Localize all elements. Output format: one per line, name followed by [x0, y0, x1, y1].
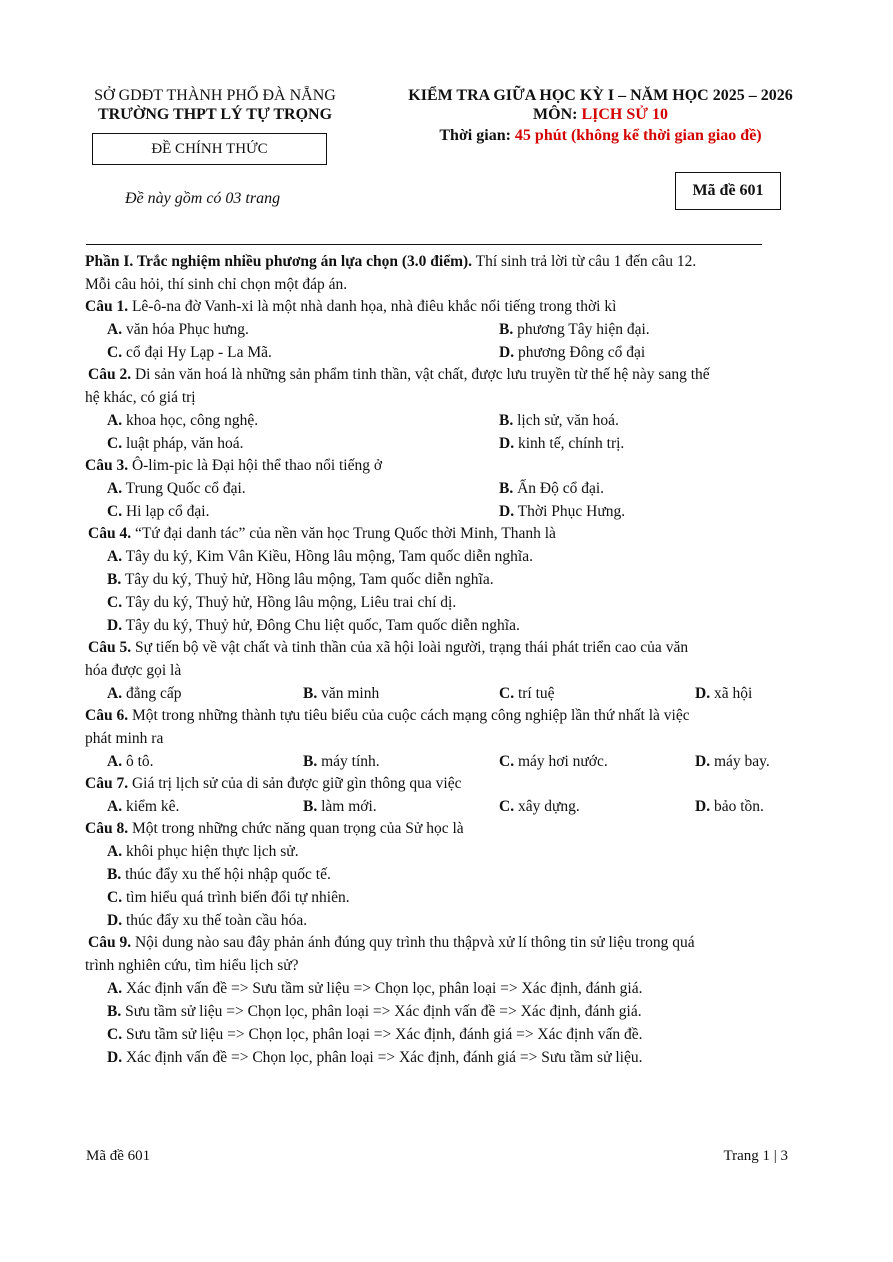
- option-b: B. Ấn Độ cổ đại.: [499, 480, 605, 497]
- part1-heading: [85, 253, 696, 271]
- option-c: C. tìm hiểu quá trình biến đổi tự nhiên.: [107, 889, 350, 906]
- question-label: Câu 4.: [88, 525, 132, 542]
- question-text-cont: hóa được gọi là: [85, 662, 182, 679]
- question-label: Câu 3.: [85, 457, 129, 474]
- subject-label: MÔN:: [533, 106, 582, 123]
- question-text-cont: phát minh ra: [85, 730, 164, 747]
- question-4: [88, 525, 556, 543]
- option-d: D. kinh tế, chính trị.: [499, 435, 625, 452]
- question-7: [85, 775, 462, 793]
- option-b: B. Sưu tầm sử liệu => Chọn lọc, phân loại => Xác định vấn đề => Xác định, đánh giá.: [107, 1003, 642, 1020]
- footer-exam-code: Mã đề 601: [86, 1148, 151, 1164]
- option-d: D. phương Đông cổ đại: [499, 344, 646, 361]
- question-label: Câu 2.: [88, 366, 132, 383]
- header-divider: [86, 244, 762, 245]
- question-label: Câu 9.: [88, 934, 132, 951]
- question-label: Câu 8.: [85, 820, 129, 837]
- option-d: D. Tây du ký, Thuỷ hử, Đông Chu liệt quốc, Tam quốc diễn nghĩa.: [107, 617, 520, 634]
- question-text: Ô-lim-pic là Đại hội thể thao nổi tiếng ở: [128, 457, 383, 474]
- question-text: Một trong những chức năng quan trọng của Sử học là: [128, 820, 464, 837]
- option-b: B. Tây du ký, Thuỷ hử, Hồng lâu mộng, Tam quốc diễn nghĩa.: [107, 571, 494, 588]
- question-text: Giá trị lịch sử của di sản được giữ gìn thông qua việc: [128, 775, 462, 792]
- option-d: D. máy bay.: [695, 753, 770, 770]
- question-text: Sự tiến bộ về vật chất và tinh thần của xã hội loài người, trạng thái phát triển cao của văn: [131, 639, 689, 656]
- question-label: Câu 6.: [85, 707, 129, 724]
- option-a: A. Tây du ký, Kim Vân Kiều, Hồng lâu mộng, Tam quốc diễn nghĩa.: [107, 548, 533, 565]
- option-c: C. Sưu tầm sử liệu => Chọn lọc, phân loại => Xác định, đánh giá => Xác định vấn đề.: [107, 1026, 643, 1043]
- question-text-cont: hệ khác, có giá trị: [85, 389, 196, 406]
- option-c: C. luật pháp, văn hoá.: [107, 435, 244, 452]
- subject-value: LỊCH SỬ 10: [581, 106, 668, 123]
- question-label: Câu 5.: [88, 639, 132, 656]
- option-c: C. cổ đại Hy Lạp - La Mã.: [107, 344, 272, 361]
- question-text: Di sản văn hoá là những sản phẩm tinh thần, vật chất, được lưu truyền từ thế hệ này sang thế: [131, 366, 710, 383]
- option-a: A. khôi phục hiện thực lịch sử.: [107, 843, 299, 860]
- time-label: Thời gian:: [439, 127, 515, 144]
- question-9: [88, 934, 695, 952]
- question-text: Một trong những thành tựu tiêu biểu của cuộc cách mạng công nghiệp lần thứ nhất là việc: [128, 707, 690, 724]
- option-b: B. văn minh: [303, 685, 380, 702]
- question-text: “Tứ đại danh tác” của nền văn học Trung Quốc thời Minh, Thanh là: [131, 525, 556, 542]
- option-a: A. Xác định vấn đề => Sưu tầm sử liệu => Chọn lọc, phân loại => Xác định, đánh giá.: [107, 980, 643, 997]
- pages-note: Đề này gồm có 03 trang: [125, 190, 281, 207]
- footer-page-number: Trang 1 | 3: [723, 1148, 788, 1164]
- option-c: C. trí tuệ: [499, 685, 555, 702]
- option-d: D. xã hội: [695, 685, 753, 702]
- option-c: C. Hi lạp cổ đại.: [107, 503, 210, 520]
- question-text: Nội dung nào sau đây phản ánh đúng quy trình thu thậpvà xử lí thông tin sử liệu trong quá: [131, 934, 695, 951]
- option-d: D. Xác định vấn đề => Chọn lọc, phân loại => Xác định, đánh giá => Sưu tầm sử liệu.: [107, 1049, 643, 1066]
- time-value: 45 phút (không kể thời gian giao đề): [514, 127, 762, 144]
- option-a: A. ô tô.: [107, 753, 154, 770]
- option-a: A. khoa học, công nghệ.: [107, 412, 259, 429]
- question-label: Câu 7.: [85, 775, 129, 792]
- exam-title: KIỂM TRA GIỮA HỌC KỲ I – NĂM HỌC 2025 – 2026: [408, 87, 793, 104]
- option-c: C. Tây du ký, Thuỷ hử, Hồng lâu mộng, Liêu trai chí dị.: [107, 594, 457, 611]
- option-b: B. thúc đẩy xu thế hội nhập quốc tế.: [107, 866, 331, 883]
- question-3: [85, 457, 382, 475]
- option-c: C. máy hơi nước.: [499, 753, 608, 770]
- option-c: C. xây dựng.: [499, 798, 580, 815]
- question-1: [85, 298, 616, 316]
- question-6: [85, 707, 690, 725]
- department-name: SỞ GDĐT THÀNH PHỐ ĐÀ NẴNG: [94, 87, 336, 104]
- option-d: D. Thời Phục Hưng.: [499, 503, 626, 520]
- official-exam-box: ĐỀ CHÍNH THỨC: [92, 133, 327, 165]
- question-text: Lê-ô-na đờ Vanh-xi là một nhà danh họa, nhà điêu khắc nổi tiếng trong thời kì: [128, 298, 617, 315]
- question-text-cont: trình nghiên cứu, tìm hiểu lịch sử?: [85, 957, 299, 974]
- option-a: A. đẳng cấp: [107, 685, 182, 702]
- option-a: A. văn hóa Phục hưng.: [107, 321, 249, 338]
- option-b: B. lịch sử, văn hoá.: [499, 412, 619, 429]
- question-label: Câu 1.: [85, 298, 129, 315]
- option-d: D. thúc đẩy xu thế toàn cầu hóa.: [107, 912, 308, 929]
- option-b: B. làm mới.: [303, 798, 377, 815]
- exam-code-box: Mã đề 601: [675, 172, 781, 210]
- option-a: A. Trung Quốc cổ đại.: [107, 480, 246, 497]
- option-a: A. kiểm kê.: [107, 798, 180, 815]
- option-b: B. máy tính.: [303, 753, 380, 770]
- subject-line: [378, 106, 823, 124]
- time-line: [378, 127, 823, 145]
- school-name: TRƯỜNG THPT LÝ TỰ TRỌNG: [97, 106, 333, 123]
- part1-title: Phần I. Trắc nghiệm nhiều phương án lựa chọn (3.0 điểm).: [85, 253, 473, 270]
- option-b: B. phương Tây hiện đại.: [499, 321, 650, 338]
- question-5: [88, 639, 688, 657]
- part1-intro-2: Mỗi câu hỏi, thí sinh chỉ chọn một đáp án.: [85, 276, 348, 293]
- question-2: [88, 366, 710, 384]
- option-d: D. bảo tồn.: [695, 798, 764, 815]
- part1-intro: Thí sinh trả lời từ câu 1 đến câu 12.: [472, 253, 697, 270]
- question-8: [85, 820, 464, 838]
